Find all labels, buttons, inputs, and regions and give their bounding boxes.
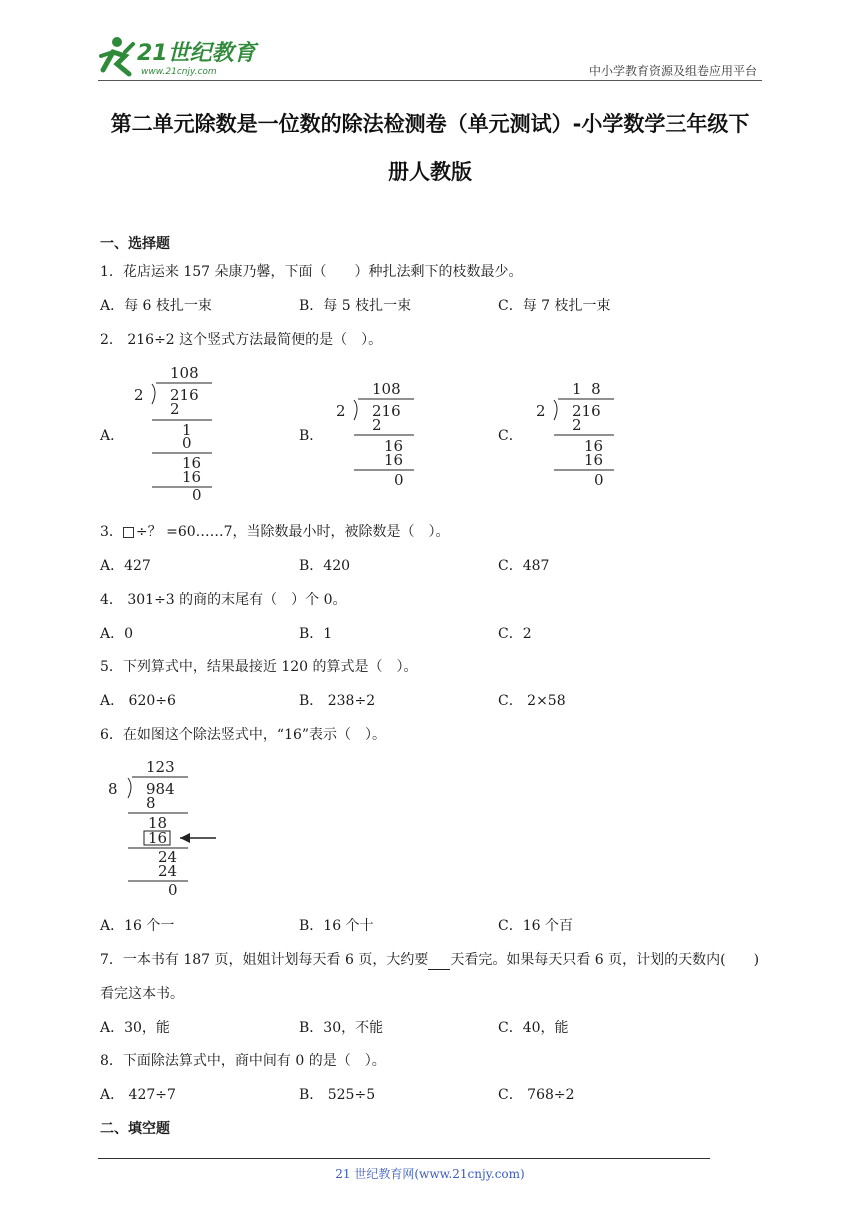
runner-icon [101,37,133,74]
q7-option-b: B．30，不能 [299,1020,384,1036]
footer-site[interactable]: 21 世纪教育网(www.21cnjy.com) [335,1167,525,1181]
fig-c-row-2: 16 [584,437,604,455]
q2-option-b: B． [299,428,324,444]
fig-q6-divisor: 8 [108,780,118,798]
section-choice-heading: 一、选择题 [100,236,170,252]
q5-option-a: A． 620÷6 [100,693,176,709]
fig-b-row-2: 16 [384,437,404,455]
q7-option-c: C．40，能 [498,1020,569,1036]
q2-stem: 2． 216÷2 这个竖式方法最简便的是（ ）。 [100,332,383,348]
site-logo [95,30,265,82]
q6-option-c: C．16 个百 [498,918,573,934]
fig-q6-row-1: 8 [146,794,156,812]
fig-a-row-3: 0 [182,434,192,452]
q4-stem: 4． 301÷3 的商的末尾有（ ）个 0。 [100,592,347,608]
fig-q6-row-6: 0 [168,881,178,899]
fig-b-row-3: 16 [384,451,404,469]
q7-option-a: A．30，能 [100,1020,170,1036]
fig-c-dividend: 216 [572,402,601,420]
q8-option-c: C． 768÷2 [498,1087,575,1103]
fig-b-row-1: 2 [372,416,382,434]
arrow-left-icon [180,833,216,843]
q1-option-c: C．每 7 枝扎一束 [498,298,611,314]
fig-c-row-3: 16 [584,451,604,469]
fig-c-quotient: 1 8 [572,380,601,398]
fig-b-dividend: 216 [372,402,401,420]
q2-figure-c [530,378,625,488]
q1-option-b: B．每 5 枝扎一束 [299,298,412,314]
q4-option-b: B．1 [299,626,333,642]
logo-text: 21世纪教育 [137,41,256,66]
q2-figure-b [330,378,425,488]
q4-option-a: A．0 [100,626,134,642]
q5-stem: 5．下列算式中，结果最接近 120 的算式是（ ）。 [100,659,418,675]
q1-option-a: A．每 6 枝扎一束 [100,298,212,314]
q3-option-c: C．487 [498,558,550,574]
fig-c-row-4: 0 [594,471,604,488]
q5-option-c: C． 2×58 [498,693,566,709]
q3-stem [100,522,450,542]
header-platform-name: 中小学教育资源及组卷应用平台 [588,64,757,78]
fig-a-row-6: 0 [192,486,202,502]
q7-stem [100,950,759,970]
q7-stem-prefix: 7．一本书有 187 页，姐姐计划每天看 6 页，大约要 [100,952,429,968]
fig-a-row-4: 16 [182,454,202,472]
fig-b-quotient: 108 [372,380,401,398]
q7-stem-line-2: 看完这本书。 [100,986,184,1002]
q2-option-c: C． [498,428,523,444]
document-title [60,100,800,196]
logo-url: www.21cnjy.com [141,67,217,77]
fig-a-dividend: 216 [170,386,199,404]
q6-option-a: A．16 个一 [100,918,175,934]
section-fill-heading: 二、填空题 [100,1121,170,1137]
fig-q6-row-4: 24 [158,848,178,866]
fig-q6-row-3: 16 [148,829,168,847]
fig-c-row-1: 2 [572,416,582,434]
q1-stem: 1．花店运来 157 朵康乃馨，下面（ ）种扎法剩下的枝数最少。 [100,264,523,280]
fig-q6-dividend: 984 [146,780,175,798]
q3-option-b: B．420 [299,558,351,574]
title-line-1: 第二单元除数是一位数的除法检测卷（单元测试）-小学数学三年级下 [110,112,750,136]
fig-b-divisor: 2 [336,402,346,420]
fig-a-divisor: 2 [134,386,144,404]
q6-option-b: B．16 个十 [299,918,374,934]
q3-option-a: A．427 [100,558,151,574]
title-line-2: 册人教版 [388,160,472,184]
fig-a-row-5: 16 [182,468,202,486]
fig-q6-row-5: 24 [158,862,178,880]
fig-a-row-2: 1 [182,421,192,439]
answer-blank [428,955,450,970]
q5-option-b: B． 238÷2 [299,693,376,709]
q8-option-a: A． 427÷7 [100,1087,176,1103]
q8-option-b: B． 525÷5 [299,1087,376,1103]
q6-figure [104,756,224,900]
fig-c-divisor: 2 [536,402,546,420]
header-divider [98,80,762,81]
q4-option-c: C．2 [498,626,532,642]
blank-box-icon [123,527,134,538]
q7-stem-suffix: 天看完。如果每天只看 6 页，计划的天数内( ) [450,952,760,968]
fig-q6-quotient: 123 [146,758,175,776]
q6-stem: 6．在如图这个除法竖式中，“16”表示（ ）。 [100,727,387,743]
q2-option-a: A． [100,428,125,444]
q2-figure-a [128,362,223,502]
q3-stem-prefix: 3． [100,524,123,540]
q3-stem-suffix: ÷？ =60……7，当除数最小时，被除数是（ ）。 [135,524,450,540]
fig-a-row-1: 2 [170,400,180,418]
q8-stem: 8．下面除法算式中，商中间有 0 的是（ ）。 [100,1053,386,1069]
fig-a-quotient: 108 [170,364,199,382]
footer-divider [98,1158,710,1159]
fig-b-row-4: 0 [394,471,404,488]
fig-q6-row-2: 18 [148,814,168,832]
